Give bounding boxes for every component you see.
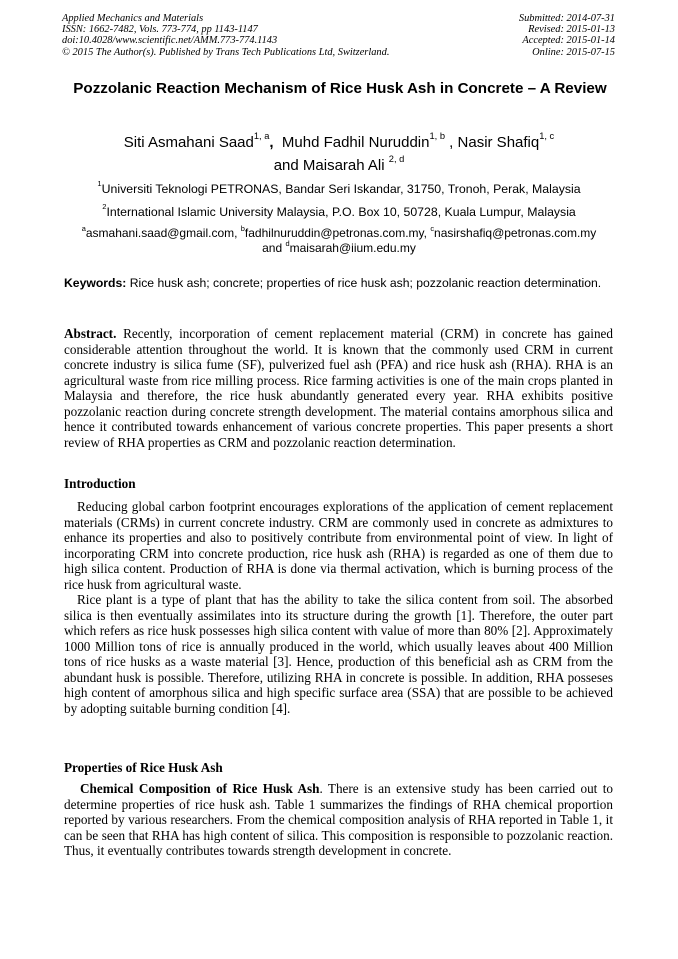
properties-body: [64, 781, 613, 859]
author-name: and Maisarah Ali: [273, 157, 385, 174]
journal-doi: doi:10.4028/www.scientific.net/AMM.773-774.1143: [62, 35, 278, 47]
author-name: Nasir Shafiq: [457, 134, 540, 151]
date-submitted: Submitted: 2014-07-31: [518, 13, 615, 24]
journal-info: [62, 13, 442, 58]
date-online: Online: 2015-07-15: [532, 46, 615, 58]
author-affiliation-mark: 1, c: [539, 131, 555, 142]
email-link[interactable]: asmahani.saad@gmail.com,: [85, 226, 241, 240]
email-conjunction: and: [262, 241, 286, 255]
paragraph: Reducing global carbon footprint encourages explorations of the application of cement replacement materials (CRMs) in current concrete industry. CRM are commonly used in concrete as admixtures to enhance its properties and also to positively contribute from environmental point of view. In light of incorporating CRM into concrete production, rice husk ash (RHA) is regarded as one of them due to high silica content. Production of RHA is done via thermal activation, which is burning process of the rice husk from agricultural waste.: [64, 499, 613, 592]
email-mark: a: [81, 223, 86, 233]
author-affiliation-mark: 2, d: [388, 154, 405, 165]
affiliation-mark: 2: [102, 202, 107, 212]
author-list: Siti Asmahani Saad$^{1, a}$, Muhd Fadhil Nuruddin$^{1, b}$ , Nasir Shafiq$^{1, c}$ and Maisarah Ali $^{2, d}$: [123, 131, 555, 174]
affiliation-text: International Islamic University Malaysia, P.O. Box 10, 50728, Kuala Lumpur, Malaysia: [106, 205, 576, 219]
abstract-text: Recently, incorporation of cement replacement material (CRM) in concrete has gained considerable attention throughout the world. It is known that the commonly used CRM in current concrete industry is silica fume (SF), pulverized fuel ash (PFA) and rice husk ash (RHA). RHA is an agricultural waste from rice milling process. Rice farming activities is one of the main crops planted in Malaysia and therefore, the rice husk abundantly generated every year. RHA exhibits positive pozzolanic reaction during concrete strength development. The material contains amorphous silica and hence it contributed towards enhancement of various concrete properties. This paper presents a short review of RHA properties as CRM and pozzolanic reaction determination.: [64, 326, 613, 450]
abstract: [64, 326, 613, 450]
email-link[interactable]: nasirshafiq@petronas.com.my: [434, 226, 597, 240]
keywords: [64, 276, 613, 291]
affiliation-2: [62, 202, 616, 220]
subsection-label: Chemical Composition of Rice Husk Ash: [80, 781, 320, 796]
author-emails: [62, 223, 616, 256]
paper-title: Pozzolanic Reaction Mechanism of Rice Husk Ash in Concrete – A Review: [73, 80, 607, 97]
submission-dates: [415, 13, 615, 58]
keywords-label: Keywords:: [64, 276, 127, 290]
section-heading-properties: Properties of Rice Husk Ash: [64, 760, 223, 775]
email-mark: c: [430, 223, 435, 233]
keywords-text: Rice husk ash; concrete; properties of rice husk ash; pozzolanic reaction determination.: [126, 276, 602, 290]
author-affiliation-mark: 1, a: [253, 131, 270, 142]
section-heading-introduction: Introduction: [64, 476, 136, 491]
paragraph: [64, 781, 613, 859]
author-name: Siti Asmahani Saad: [123, 134, 254, 151]
paragraph: Rice plant is a type of plant that has the ability to take the silica content from soil. The absorbed silica is then eventually assimilates into its structure during the growth [1]. Therefore, the outer part which refers as rice husk possesses high silica content with value of more than 80% [2]. Approximately 1000 Million tons of rice is annually produced in the world, which usually leaves about 400 Million tons of rice husks as a waste material [3]. Hence, production of this beneficial ash as CRM from the abundant husk is possible. Therefore, utilizing RHA in concrete is possible. In addition, RHA posseses high content of amorphous silica and high specific surface area (SSA) that are possible to be achieved by adopting suitable burning condition [4].: [64, 592, 613, 716]
author-name: Muhd Fadhil Nuruddin: [281, 134, 430, 151]
email-mark: b: [240, 223, 245, 233]
email-link[interactable]: fadhilnuruddin@petronas.com.my,: [244, 226, 431, 240]
journal-name: Applied Mechanics and Materials: [62, 13, 204, 24]
journal-copyright: © 2015 The Author(s). Published by Trans Tech Publications Ltd, Switzerland.: [62, 46, 390, 58]
affiliation-mark: 1: [97, 179, 102, 189]
date-accepted: Accepted: 2015-01-14: [522, 35, 615, 47]
date-revised: Revised: 2015-01-13: [528, 24, 615, 36]
email-link[interactable]: maisarah@iium.edu.my: [289, 241, 416, 255]
journal-issn: ISSN: 1662-7482, Vols. 773-774, pp 1143-1147: [62, 24, 258, 36]
introduction-body: [64, 499, 613, 716]
email-mark: d: [285, 238, 290, 248]
abstract-label: Abstract.: [64, 326, 117, 341]
affiliation-1: [62, 179, 616, 197]
affiliation-text: Universiti Teknologi PETRONAS, Bandar Seri Iskandar, 31750, Tronoh, Perak, Malaysia: [101, 182, 581, 196]
author-affiliation-mark: 1, b: [429, 131, 445, 142]
paragraph-text: . There is an extensive study has been carried out to determine properties of rice husk ash. Table 1 summarizes the findings of RHA chemical proportion reported by various researchers. From the chemical composition analysis of RHA reported in Table 1, it can be seen that RHA has high content of silica. This composition is responsible to pozzolanic reaction. Thus, it eventually contributes towards strength development in concrete.: [64, 781, 613, 858]
